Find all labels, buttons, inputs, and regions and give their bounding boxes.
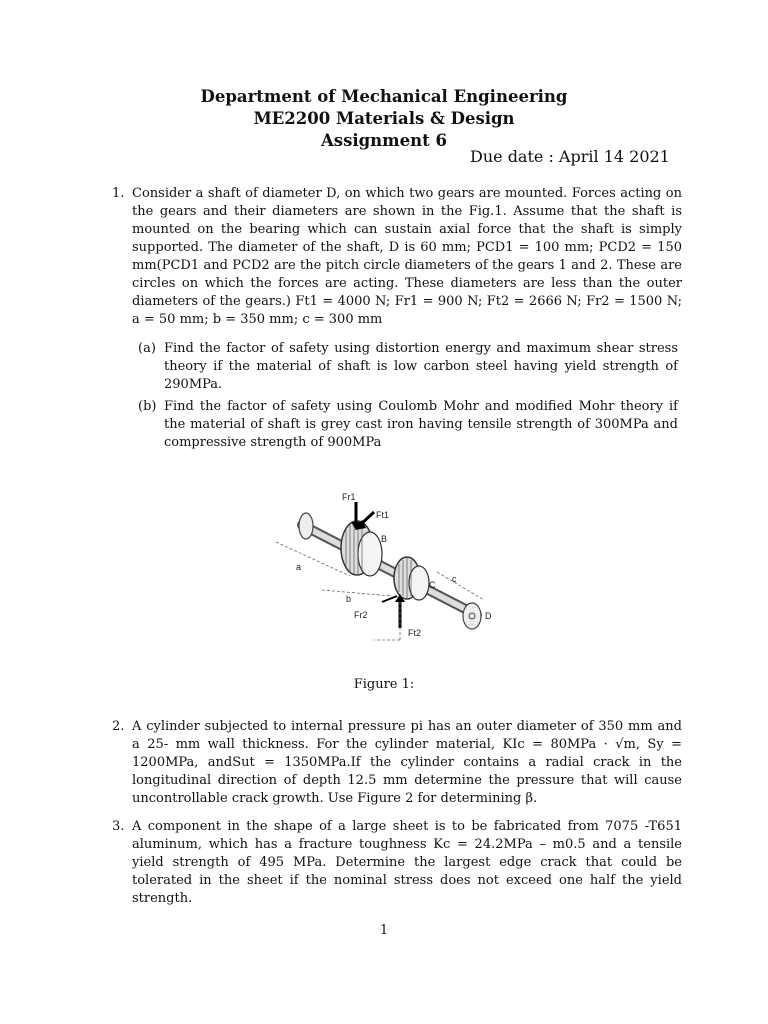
- shaft-gear-diagram: [262, 490, 507, 650]
- question-3: [112, 818, 682, 908]
- label-bearing-d: D: [485, 611, 492, 621]
- question-number: 1.: [112, 186, 125, 201]
- question-text: A cylinder subjected to internal pressure pi has an outer diameter of 350 mm and a 25- mm wall thickness. For the cylinder material, KIc = 80MPa · √m, Sy = 1200MPa, andSut = 1350MPa.If the cylinder contains a radial crack in the longitudinal direction of depth 12.5 mm determine the pressure that will cause uncontrollable crack growth. Use Figure 2 for determining β.: [132, 719, 682, 806]
- gear-c-face: [409, 566, 429, 600]
- figure-caption: Figure 1:: [353, 677, 415, 692]
- question-1-part-b: [138, 398, 678, 452]
- question-text: A component in the shape of a large sheet is to be fabricated from 7075 -T651 aluminum, which has a fracture toughness Kc = 24.2MPa – m0.5 and a tensile yield strength of 495 MPa. Determine the largest edge crack that could be tolerated in the sheet if the nominal stress does not exceed one half the yield strength.: [132, 819, 682, 906]
- question-1: [112, 185, 682, 329]
- label-fr2: Fr2: [354, 610, 368, 620]
- due-date: Due date : April 14 2021: [470, 147, 670, 166]
- part-text: Find the factor of safety using Coulomb Mohr and modified Mohr theory if the material of shaft is grey cast iron having tensile strength of 300MPa and compressive strength of 900MPa: [164, 399, 678, 450]
- question-number: 2.: [112, 719, 125, 734]
- label-fr1: Fr1: [342, 492, 356, 502]
- label-ft1: Ft1: [376, 510, 390, 520]
- course-title: ME2200 Materials & Design: [253, 109, 515, 128]
- page-number: 1: [379, 923, 389, 938]
- label-a: a: [296, 562, 302, 572]
- label-b: b: [346, 594, 352, 604]
- label-ft2: Ft2: [408, 628, 422, 638]
- shaft-highlight: [302, 525, 477, 615]
- question-text: Consider a shaft of diameter D, on which two gears are mounted. Forces acting on the gears and their diameters are shown in the Fig.1. Assume that the shaft is mounted on the bearing which can sustain axial force that the shaft is simply supported. The diameter of the shaft, D is 60 mm; PCD1 = 100 mm; PCD2 = 150 mm(PCD1 and PCD2 are the pitch circle diameters of the gears 1 and 2. These are circles on which the forces are acting. These diameters are less than the outer diameters of the gears.) Ft1 = 4000 N; Fr1 = 900 N; Ft2 = 2666 N; Fr2 = 1500 N; a = 50 mm; b = 350 mm; c = 300 mm: [132, 186, 682, 327]
- document-header: [0, 86, 768, 152]
- assignment-title: Assignment 6: [321, 131, 447, 150]
- gear-b-face: [358, 532, 382, 576]
- left-bearing: [299, 513, 313, 539]
- label-gear-c: C: [429, 580, 436, 590]
- part-label: (a): [138, 341, 156, 356]
- right-bearing: [463, 603, 481, 629]
- label-c: c: [452, 574, 457, 584]
- question-2: [112, 718, 682, 808]
- part-label: (b): [138, 399, 157, 414]
- label-gear-b: B: [381, 534, 388, 544]
- part-text: Find the factor of safety using distortion energy and maximum shear stress theory if the material of shaft is low carbon steel having yield strength of 290MPa.: [164, 341, 678, 392]
- question-number: 3.: [112, 819, 125, 834]
- department-title: Department of Mechanical Engineering: [200, 87, 568, 106]
- question-1-part-a: [138, 340, 678, 394]
- fr2-arrow: [382, 596, 397, 602]
